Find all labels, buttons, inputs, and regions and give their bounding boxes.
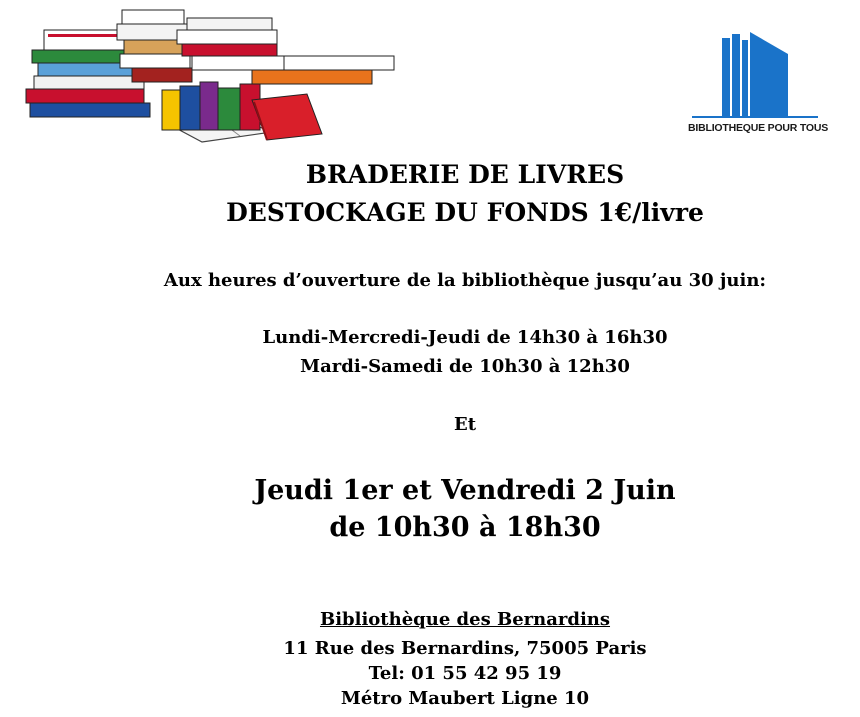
schedule-line-1: Lundi-Mercredi-Jeudi de 14h30 à 16h30 bbox=[262, 327, 668, 348]
library-street-address: 11 Rue des Bernardins, 75005 Paris bbox=[283, 638, 647, 659]
book-stack-icon bbox=[22, 8, 402, 146]
book-stack-illustration bbox=[22, 8, 402, 146]
special-dates-line-1: Jeudi 1er et Vendredi 2 Juin bbox=[254, 475, 676, 506]
connector-text: Et bbox=[453, 414, 477, 435]
opening-hours-intro: Aux heures d’ouverture de la bibliothèque jusqu’au 30 juin: bbox=[163, 270, 767, 291]
headline-line-2: DESTOCKAGE DU FONDS 1€/livre bbox=[226, 198, 704, 227]
schedule-line-2: Mardi-Samedi de 10h30 à 12h30 bbox=[300, 356, 630, 377]
headline-line-1: BRADERIE DE LIVRES bbox=[305, 160, 625, 189]
library-logo-text: BIBLIOTHEQUE POUR TOUS bbox=[688, 122, 829, 134]
special-dates-line-2: de 10h30 à 18h30 bbox=[329, 512, 601, 543]
library-logo bbox=[688, 30, 829, 140]
library-name: Bibliothèque des Bernardins bbox=[319, 609, 611, 630]
library-metro: Métro Maubert Ligne 10 bbox=[340, 688, 590, 709]
library-phone: Tel: 01 55 42 95 19 bbox=[368, 663, 562, 684]
library-building-icon bbox=[688, 30, 822, 120]
